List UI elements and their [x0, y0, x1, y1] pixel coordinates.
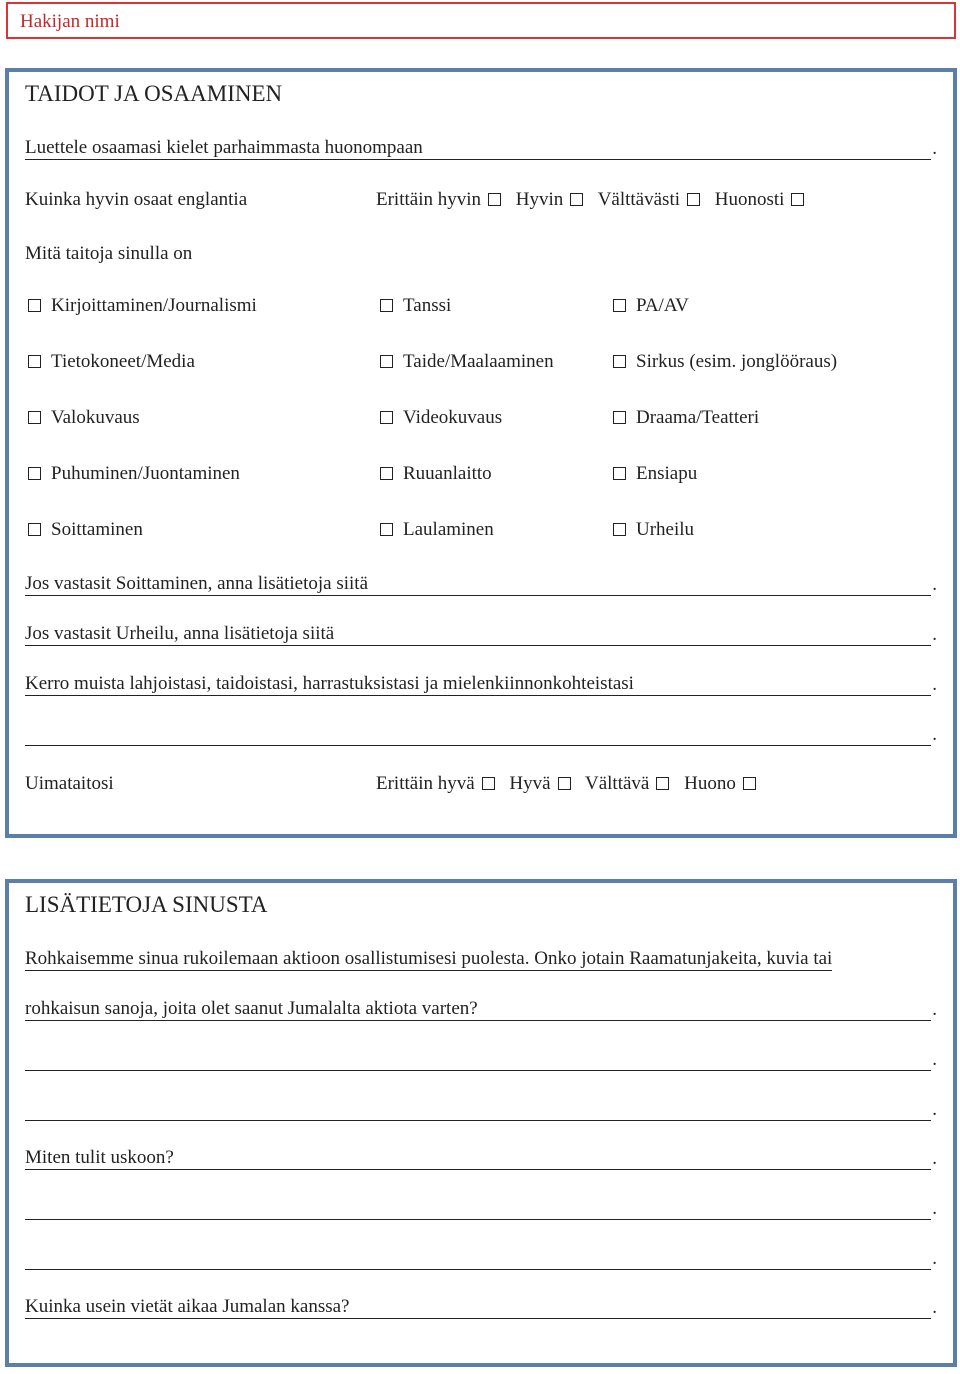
answer-line[interactable]	[334, 623, 931, 646]
answer-line[interactable]	[349, 1296, 931, 1319]
answer-line[interactable]	[25, 1197, 931, 1220]
skills-section	[5, 68, 957, 838]
skills-row	[25, 518, 937, 542]
section-title: LISÄTIETOJA SINUSTA	[25, 892, 268, 917]
swim-option[interactable]: Erittäin hyvä	[376, 773, 495, 794]
checkbox[interactable]	[558, 777, 571, 790]
time-with-god-field[interactable]	[25, 1295, 937, 1319]
skill-option[interactable]: Tietokoneet/Media	[28, 350, 195, 374]
applicant-name-label: Hakijan nimi	[20, 11, 120, 32]
swim-options	[376, 772, 766, 796]
talents-field[interactable]	[25, 672, 937, 696]
faith-story-field[interactable]	[25, 1146, 937, 1170]
encouragement-continuation-field[interactable]	[25, 1097, 937, 1121]
line-end-mark: .	[932, 138, 937, 159]
skill-option[interactable]: Kirjoittaminen/Journalismi	[28, 294, 257, 318]
checkbox[interactable]	[28, 299, 41, 312]
english-options	[376, 188, 814, 212]
checkbox[interactable]	[28, 523, 41, 536]
answer-line[interactable]	[25, 723, 931, 746]
skill-option[interactable]: Videokuvaus	[380, 406, 502, 430]
encouragement-field[interactable]	[25, 997, 937, 1021]
skills-row	[25, 350, 937, 374]
skill-option[interactable]: Urheilu	[613, 518, 694, 542]
skills-prompt: Mitä taitoja sinulla on	[25, 243, 193, 264]
skill-option[interactable]: Puhuminen/Juontaminen	[28, 462, 240, 486]
skill-option[interactable]: Ensiapu	[613, 462, 697, 486]
english-level-row	[25, 188, 937, 212]
checkbox[interactable]	[380, 355, 393, 368]
line-end-mark: .	[932, 1148, 937, 1169]
english-option[interactable]: Erittäin hyvin	[376, 189, 501, 210]
line-end-mark: .	[932, 624, 937, 645]
checkbox[interactable]	[613, 411, 626, 424]
checkbox[interactable]	[743, 777, 756, 790]
answer-line[interactable]	[25, 1247, 931, 1270]
answer-line[interactable]	[634, 673, 931, 696]
answer-line[interactable]	[174, 1147, 931, 1170]
faith-story-continuation-field[interactable]	[25, 1246, 937, 1270]
skill-option[interactable]: PA/AV	[613, 294, 689, 318]
skill-option[interactable]: Soittaminen	[28, 518, 143, 542]
checkbox[interactable]	[613, 355, 626, 368]
english-label: Kuinka hyvin osaat englantia	[25, 189, 248, 210]
section-title: TAIDOT JA OSAAMINEN	[25, 81, 283, 106]
music-details-field[interactable]	[25, 572, 937, 596]
swim-label: Uimataitosi	[25, 773, 114, 794]
music-details-prompt: Jos vastasit Soittaminen, anna lisätietoja siitä	[25, 573, 369, 594]
skill-option[interactable]: Tanssi	[380, 294, 451, 318]
english-option[interactable]: Hyvin	[516, 189, 584, 210]
skill-option[interactable]: Draama/Teatteri	[613, 406, 759, 430]
skills-row	[25, 406, 937, 430]
swim-option[interactable]: Välttävä	[585, 773, 669, 794]
line-end-mark: .	[932, 724, 937, 745]
swim-option[interactable]: Huono	[684, 773, 756, 794]
line-end-mark: .	[932, 1248, 937, 1269]
encouragement-continuation-field[interactable]	[25, 1047, 937, 1071]
swim-option[interactable]: Hyvä	[509, 773, 570, 794]
checkbox[interactable]	[28, 355, 41, 368]
line-end-mark: .	[932, 1198, 937, 1219]
talents-prompt: Kerro muista lahjoistasi, taidoistasi, harrastuksistasi ja mielenkiinnonkohteistasi	[25, 673, 634, 694]
about-you-section	[5, 879, 957, 1367]
talents-continuation-field[interactable]	[25, 722, 937, 746]
checkbox[interactable]	[380, 411, 393, 424]
skill-option[interactable]: Valokuvaus	[28, 406, 140, 430]
answer-line[interactable]	[25, 1098, 931, 1121]
checkbox[interactable]	[687, 193, 700, 206]
checkbox[interactable]	[656, 777, 669, 790]
languages-field[interactable]	[25, 136, 937, 160]
checkbox[interactable]	[488, 193, 501, 206]
line-end-mark: .	[932, 574, 937, 595]
skills-row	[25, 294, 937, 318]
sport-details-prompt: Jos vastasit Urheilu, anna lisätietoja siitä	[25, 623, 335, 644]
checkbox[interactable]	[613, 299, 626, 312]
checkbox[interactable]	[613, 523, 626, 536]
answer-line[interactable]	[478, 998, 932, 1021]
skill-option[interactable]: Taide/Maalaaminen	[380, 350, 554, 374]
checkbox[interactable]	[613, 467, 626, 480]
line-end-mark: .	[932, 674, 937, 695]
line-end-mark: .	[932, 1049, 937, 1070]
checkbox[interactable]	[482, 777, 495, 790]
skill-option[interactable]: Ruuanlaitto	[380, 462, 492, 486]
faith-story-continuation-field[interactable]	[25, 1196, 937, 1220]
skill-option[interactable]: Sirkus (esim. jonglööraus)	[613, 350, 837, 374]
applicant-name-field[interactable]	[6, 2, 956, 39]
answer-line[interactable]	[368, 573, 931, 596]
answer-line[interactable]	[423, 137, 931, 160]
english-option[interactable]: Huonosti	[715, 189, 805, 210]
checkbox[interactable]	[791, 193, 804, 206]
line-end-mark: .	[932, 1099, 937, 1120]
answer-line[interactable]	[25, 1048, 931, 1071]
swim-level-row	[25, 772, 937, 796]
encouragement-prompt: Rohkaisemme sinua rukoilemaan aktioon osallistumisesi puolesta. Onko jotain Raamatunjakeita, kuvia tai	[25, 948, 833, 969]
checkbox[interactable]	[380, 523, 393, 536]
faith-story-prompt: Miten tulit uskoon?	[25, 1147, 174, 1168]
languages-prompt: Luettele osaamasi kielet parhaimmasta huonompaan	[25, 137, 423, 158]
sport-details-field[interactable]	[25, 622, 937, 646]
encouragement-line-1	[25, 947, 937, 971]
checkbox[interactable]	[28, 411, 41, 424]
encouragement-prompt-cont: rohkaisun sanoja, joita olet saanut Jumalalta aktiota varten?	[25, 998, 478, 1019]
checkbox[interactable]	[28, 467, 41, 480]
checkbox[interactable]	[380, 467, 393, 480]
line-end-mark: .	[932, 999, 937, 1020]
checkbox[interactable]	[380, 299, 393, 312]
skills-row	[25, 462, 937, 486]
skill-option[interactable]: Laulaminen	[380, 518, 494, 542]
time-with-god-prompt: Kuinka usein vietät aikaa Jumalan kanssa?	[25, 1296, 350, 1317]
line-end-mark: .	[932, 1297, 937, 1318]
english-option[interactable]: Välttävästi	[598, 189, 700, 210]
checkbox[interactable]	[570, 193, 583, 206]
